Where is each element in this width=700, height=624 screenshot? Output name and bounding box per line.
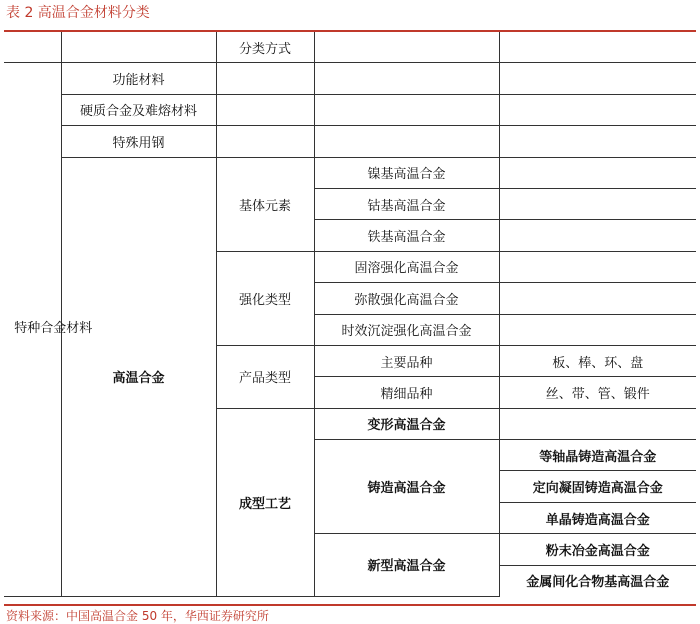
cast-cell: 铸造高温合金: [314, 440, 499, 534]
detail-cell: 金属间化合物基高温合金: [499, 565, 696, 596]
table-row: [4, 126, 696, 157]
header-blank-cell: [4, 32, 61, 63]
superalloy-cell: 高温合金: [61, 157, 216, 596]
table-row: [4, 94, 696, 125]
wrought-cell: 变形高温合金: [314, 408, 499, 439]
blank-cell: [499, 63, 696, 94]
detail-cell: 丝、带、管、锻件: [499, 377, 696, 408]
table-row: [4, 63, 696, 94]
header-blank-cell: [314, 32, 499, 63]
item-cell: 铁基高温合金: [314, 220, 499, 251]
detail-cell: 等轴晶铸造高温合金: [499, 440, 696, 471]
product-type-cell: 产品类型: [216, 345, 314, 408]
detail-cell: 定向凝固铸造高温合金: [499, 471, 696, 502]
blank-cell: [216, 126, 314, 157]
special-alloy-label: 特种合金材料: [14, 321, 93, 337]
blank-cell: [499, 251, 696, 282]
blank-cell: [314, 94, 499, 125]
blank-cell: [216, 94, 314, 125]
new-alloy-cell: 新型高温合金: [314, 534, 499, 596]
special-alloy-cell: [4, 63, 93, 596]
table-row: [4, 157, 696, 188]
blank-cell: [499, 126, 696, 157]
strengthening-cell: 强化类型: [216, 251, 314, 345]
detail-cell: 单晶铸造高温合金: [499, 502, 696, 533]
blank-cell: [499, 188, 696, 219]
item-cell: 弥散强化高温合金: [314, 283, 499, 314]
table-caption: 表 2 高温合金材料分类: [6, 5, 150, 21]
bottom-rule: [4, 604, 696, 606]
blank-cell: [499, 220, 696, 251]
item-cell: 固溶强化高温合金: [314, 251, 499, 282]
blank-cell: [499, 157, 696, 188]
source-note: 资料来源：中国高温合金 50 年，华西证券研究所: [6, 609, 269, 623]
blank-cell: [499, 94, 696, 125]
process-cell: 成型工艺: [216, 408, 314, 596]
blank-cell: [499, 314, 696, 345]
item-cell: 精细品种: [314, 377, 499, 408]
item-cell: 时效沉淀强化高温合金: [314, 314, 499, 345]
table-row: [4, 32, 696, 63]
header-cell: 分类方式: [216, 32, 314, 63]
item-cell: 钴基高温合金: [314, 188, 499, 219]
base-element-cell: 基体元素: [216, 157, 314, 251]
blank-cell: [314, 63, 499, 94]
item-cell: 主要品种: [314, 345, 499, 376]
detail-cell: 板、棒、环、盘: [499, 345, 696, 376]
functional-material-cell: 功能材料: [61, 63, 216, 94]
header-blank-cell: [499, 32, 696, 63]
classification-table: [4, 32, 696, 597]
blank-cell: [314, 126, 499, 157]
blank-cell: [216, 63, 314, 94]
blank-cell: [499, 408, 696, 439]
hard-alloy-cell: 硬质合金及难熔材料: [61, 94, 216, 125]
detail-cell: 粉末冶金高温合金: [499, 534, 696, 565]
blank-cell: [499, 283, 696, 314]
special-steel-cell: 特殊用钢: [61, 126, 216, 157]
item-cell: 镍基高温合金: [314, 157, 499, 188]
header-blank-cell: [61, 32, 216, 63]
